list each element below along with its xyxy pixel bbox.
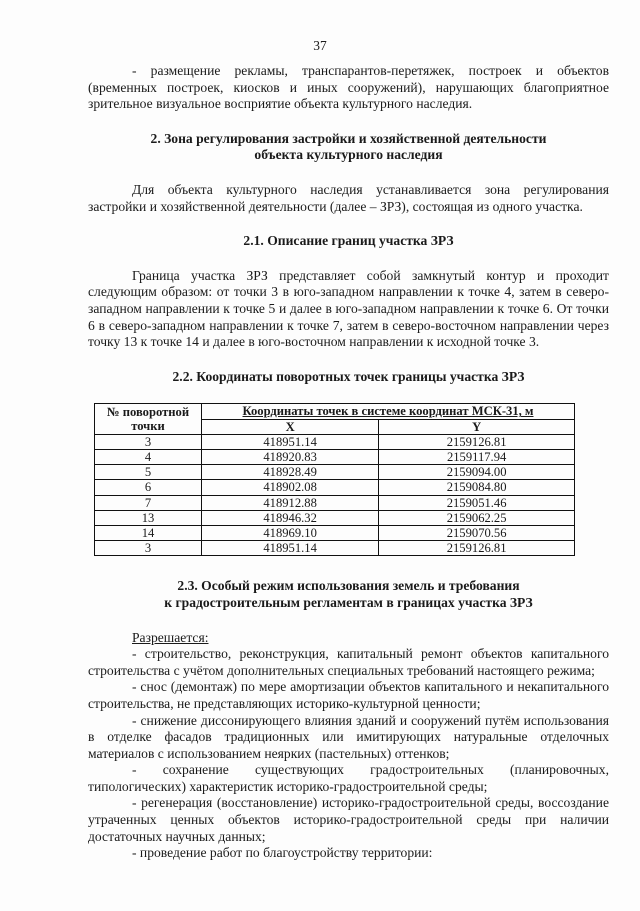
table-cell-x: 418928.49: [202, 465, 379, 480]
table-cell-y: 2159126.81: [379, 434, 575, 449]
list-item: - снижение диссонирующего влияния зданий и сооружений путём использования в отделке фасадов традиционных или имитирующих натуральные отделочных материалов с использованием неярких (пастельных) оттенков;: [88, 712, 609, 761]
section22-heading: 2.2. Координаты поворотных точек границы участка ЗРЗ: [172, 368, 525, 384]
section21-paragraph: Граница участка ЗРЗ представляет собой замкнутый контур и проходит следующим образом: от точки 3 в юго-западном направлении к точке 4, затем в северо-западном направлении к точке 5 и далее в юго-западном направлении к точке 6. От точки 6 в северо-западном направлении к точке 7, затем в северо-восточном направлении через точку 13 к точке 14 и далее в юго-восточном направлении к исходной точке 3.: [88, 267, 609, 350]
page-content: [88, 63, 609, 862]
section23-heading-line2: к градостроительным регламентам в границах участка ЗРЗ: [164, 594, 533, 610]
table-cell-x: 418951.14: [202, 434, 379, 449]
table-cell-point: 6: [95, 480, 202, 495]
list-item: - снос (демонтаж) по мере амортизации объектов капитального и некапитального строительства, не представляющих историко-культурной ценности;: [88, 679, 609, 711]
table-row: [95, 510, 575, 525]
table-cell-x: 418902.08: [202, 480, 379, 495]
section2-paragraph: Для объекта культурного наследия устанавливается зона регулирования застройки и хозяйственной деятельности (далее – ЗРЗ), состоящая из одного участка.: [88, 181, 609, 214]
section2-heading-line2: объекта культурного наследия: [254, 147, 443, 163]
table-header-coords: Координаты точек в системе координат МСК-31, м: [202, 404, 575, 419]
allowed-items-list: [88, 646, 609, 862]
table-cell-x: 418912.88: [202, 495, 379, 510]
list-item: - проведение работ по благоустройству территории:: [132, 845, 433, 861]
table-cell-y: 2159062.25: [379, 510, 575, 525]
table-row: [95, 495, 575, 510]
table-cell-y: 2159117.94: [379, 449, 575, 464]
table-cell-x: 418946.32: [202, 510, 379, 525]
allowed-label: Разрешается:: [132, 629, 209, 645]
table-cell-point: 4: [95, 449, 202, 464]
coordinates-table: [94, 403, 575, 556]
table-row: [95, 434, 575, 449]
table-cell-point: 13: [95, 510, 202, 525]
table-header-point: № поворотной точки: [95, 404, 202, 434]
table-cell-point: 14: [95, 525, 202, 540]
table-row: [95, 449, 575, 464]
section2-heading-line1: 2. Зона регулирования застройки и хозяйственной деятельности: [150, 130, 547, 146]
section21-heading: 2.1. Описание границ участка ЗРЗ: [243, 233, 454, 249]
table-cell-y: 2159084.80: [379, 480, 575, 495]
table-cell-y: 2159070.56: [379, 525, 575, 540]
intro-paragraph: - размещение рекламы, транспарантов-перетяжек, построек и объектов (временных построек, киосков и иных сооружений), нарушающих благоприятное зрительное визуальное восприятие объекта культурного наследия.: [88, 63, 609, 112]
table-cell-y: 2159051.46: [379, 495, 575, 510]
list-item: - сохранение существующих градостроительных (планировочных, типологических) характеристик историко-градостроительной среды;: [88, 762, 609, 794]
table-cell-x: 418969.10: [202, 525, 379, 540]
list-item: - регенерация (восстановление) историко-градостроительной среды, воссоздание утраченных ценных объектов историко-градостроительной среды при наличии достаточных научных данных;: [88, 795, 609, 844]
table-row: [95, 525, 575, 540]
table-cell-point: 5: [95, 465, 202, 480]
table-header-x: X: [202, 419, 379, 434]
table-cell-y: 2159094.00: [379, 465, 575, 480]
table-cell-point: 3: [95, 541, 202, 556]
table-cell-point: 7: [95, 495, 202, 510]
table-cell-y: 2159126.81: [379, 541, 575, 556]
section23-heading-line1: 2.3. Особый режим использования земель и требования: [177, 578, 520, 594]
table-row: [95, 541, 575, 556]
table-cell-x: 418951.14: [202, 541, 379, 556]
table-cell-point: 3: [95, 434, 202, 449]
page-number: 37: [313, 38, 327, 53]
table-cell-x: 418920.83: [202, 449, 379, 464]
table-header-y: Y: [379, 419, 575, 434]
table-row: [95, 465, 575, 480]
list-item: - строительство, реконструкция, капитальный ремонт объектов капитального строительства с учётом дополнительных специальных требований настоящего режима;: [88, 646, 609, 678]
table-row: [95, 480, 575, 495]
